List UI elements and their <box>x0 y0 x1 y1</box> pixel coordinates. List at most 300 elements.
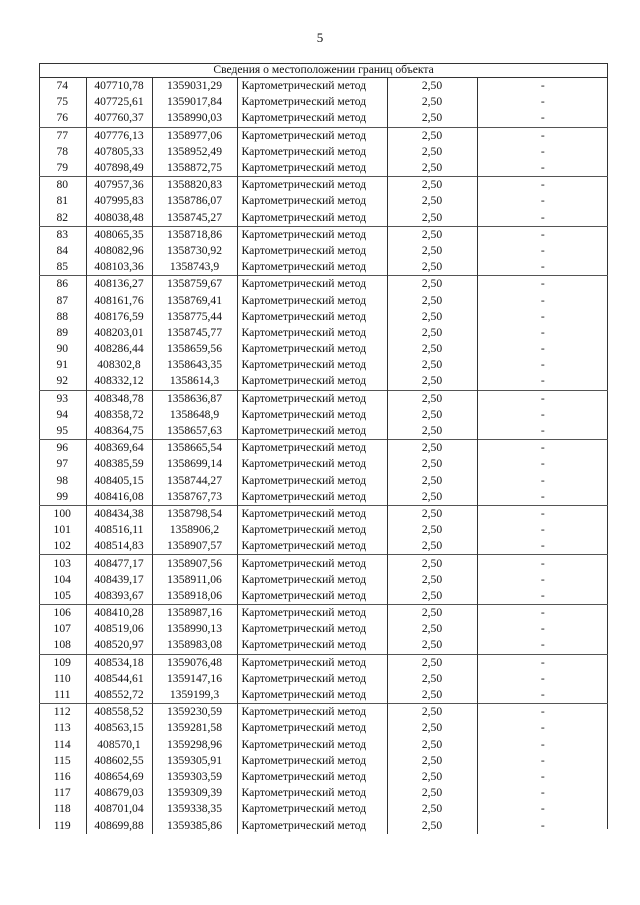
method-cell: Картометрический метод <box>237 473 387 489</box>
y-coordinate-cell: 1358657,63 <box>152 423 237 440</box>
y-coordinate-cell: 1359305,91 <box>152 753 237 769</box>
point-number-cell: 77 <box>39 127 86 144</box>
y-coordinate-cell: 1359303,59 <box>152 769 237 785</box>
y-coordinate-cell: 1359281,58 <box>152 720 237 736</box>
point-number-cell: 89 <box>56 325 69 339</box>
note-cell: - <box>477 588 608 605</box>
y-coordinate-cell: 1358743,9 <box>152 259 237 276</box>
point-number-cell: 95 <box>56 424 69 438</box>
note-cell: - <box>477 210 608 227</box>
accuracy-cell: 2,50 <box>387 423 477 440</box>
note-cell: - <box>477 193 608 209</box>
note-cell: - <box>477 737 608 753</box>
table-row <box>39 78 608 95</box>
x-coordinate-cell: 408602,55 <box>86 753 152 769</box>
table-row <box>39 538 608 555</box>
note-cell: - <box>477 78 608 95</box>
point-number-cell: 116 <box>53 769 71 783</box>
accuracy-cell: 2,50 <box>387 357 477 373</box>
point-number-cell: 87 <box>56 293 69 307</box>
x-coordinate-cell: 407898,49 <box>86 160 152 177</box>
method-cell: Картометрический метод <box>237 243 387 259</box>
table-row <box>39 637 608 654</box>
table-row <box>39 276 608 293</box>
point-number-cell: 76 <box>56 111 69 125</box>
x-coordinate-cell: 407760,37 <box>86 110 152 127</box>
note-cell: - <box>477 654 608 671</box>
method-cell: Картометрический метод <box>237 654 387 671</box>
accuracy-cell: 2,50 <box>387 753 477 769</box>
y-coordinate-cell: 1358977,06 <box>152 127 237 144</box>
y-coordinate-cell: 1358659,56 <box>152 341 237 357</box>
point-number-cell: 90 <box>56 342 69 356</box>
point-number-cell: 102 <box>53 539 71 553</box>
x-coordinate-cell: 408364,75 <box>86 423 152 440</box>
note-cell: - <box>477 785 608 801</box>
x-coordinate-cell: 408038,48 <box>86 210 152 227</box>
accuracy-cell: 2,50 <box>387 341 477 357</box>
table-row <box>39 292 608 308</box>
accuracy-cell: 2,50 <box>387 817 477 833</box>
method-cell: Картометрический метод <box>237 94 387 110</box>
accuracy-cell: 2,50 <box>387 177 477 194</box>
accuracy-cell: 2,50 <box>387 687 477 704</box>
note-cell: - <box>477 177 608 194</box>
page-number: 5 <box>316 30 324 45</box>
table-row <box>39 407 608 423</box>
accuracy-cell: 2,50 <box>387 276 477 293</box>
method-cell: Картометрический метод <box>237 440 387 457</box>
method-cell: Картометрический метод <box>237 817 387 833</box>
method-cell: Картометрический метод <box>237 769 387 785</box>
table-row <box>39 456 608 472</box>
table-row <box>39 687 608 704</box>
table-row <box>39 621 608 637</box>
table-body <box>39 78 608 834</box>
note-cell: - <box>477 423 608 440</box>
y-coordinate-cell: 1358906,2 <box>152 522 237 538</box>
note-cell: - <box>477 325 608 341</box>
accuracy-cell: 2,50 <box>387 605 477 622</box>
method-cell: Картометрический метод <box>237 720 387 736</box>
x-coordinate-cell: 408065,35 <box>86 226 152 243</box>
point-number-cell: 111 <box>53 688 71 702</box>
y-coordinate-cell: 1358745,77 <box>152 325 237 341</box>
accuracy-cell: 2,50 <box>387 373 477 390</box>
method-cell: Картометрический метод <box>237 423 387 440</box>
note-cell: - <box>477 704 608 721</box>
table-row <box>39 423 608 440</box>
y-coordinate-cell: 1359338,35 <box>152 801 237 817</box>
table-row <box>39 588 608 605</box>
accuracy-cell: 2,50 <box>387 588 477 605</box>
point-number-cell: 100 <box>39 505 86 522</box>
table-row <box>39 671 608 687</box>
x-coordinate-cell: 408161,76 <box>86 292 152 308</box>
table-row <box>39 737 608 753</box>
point-number-cell: 84 <box>56 243 69 257</box>
note-cell: - <box>477 769 608 785</box>
point-number-cell: 88 <box>56 309 69 323</box>
x-coordinate-cell: 408410,28 <box>86 605 152 622</box>
y-coordinate-cell: 1358911,06 <box>152 572 237 588</box>
method-cell: Картометрический метод <box>237 801 387 817</box>
point-number-cell: 80 <box>39 177 86 194</box>
y-coordinate-cell: 1358769,41 <box>152 292 237 308</box>
y-coordinate-cell: 1359230,59 <box>152 704 237 721</box>
method-cell: Картометрический метод <box>237 785 387 801</box>
table-row <box>39 325 608 341</box>
point-number-cell: 113 <box>53 721 71 735</box>
note-cell: - <box>477 637 608 654</box>
note-cell: - <box>477 817 608 833</box>
table-row <box>39 753 608 769</box>
note-cell: - <box>477 341 608 357</box>
method-cell: Картометрический метод <box>237 555 387 572</box>
accuracy-cell: 2,50 <box>387 325 477 341</box>
point-number-cell: 92 <box>56 374 69 388</box>
method-cell: Картометрический метод <box>237 127 387 144</box>
point-number-cell: 74 <box>56 79 69 93</box>
x-coordinate-cell: 408679,03 <box>86 785 152 801</box>
x-coordinate-cell: 408405,15 <box>86 473 152 489</box>
note-cell: - <box>477 720 608 736</box>
accuracy-cell: 2,50 <box>387 489 477 506</box>
x-coordinate-cell: 408416,08 <box>86 489 152 506</box>
method-cell: Картометрический метод <box>237 144 387 160</box>
table-row <box>39 259 608 276</box>
accuracy-cell: 2,50 <box>387 259 477 276</box>
accuracy-cell: 2,50 <box>387 473 477 489</box>
x-coordinate-cell: 408082,96 <box>86 243 152 259</box>
table-title: Сведения о местоположении границ объекта <box>39 63 608 78</box>
y-coordinate-cell: 1358907,57 <box>152 538 237 555</box>
point-number-cell: 99 <box>56 489 69 503</box>
accuracy-cell: 2,50 <box>387 210 477 227</box>
note-cell: - <box>477 522 608 538</box>
point-number-cell: 85 <box>56 260 69 274</box>
point-number-cell: 109 <box>39 654 86 671</box>
note-cell: - <box>477 801 608 817</box>
table-row <box>39 769 608 785</box>
method-cell: Картометрический метод <box>237 671 387 687</box>
note-cell: - <box>477 555 608 572</box>
table-row <box>39 127 608 144</box>
point-number-cell: 81 <box>56 194 69 208</box>
x-coordinate-cell: 408439,17 <box>86 572 152 588</box>
table-row <box>39 572 608 588</box>
point-number-cell: 108 <box>53 638 71 652</box>
method-cell: Картометрический метод <box>237 193 387 209</box>
x-coordinate-cell: 408563,15 <box>86 720 152 736</box>
y-coordinate-cell: 1359147,16 <box>152 671 237 687</box>
y-coordinate-cell: 1358775,44 <box>152 309 237 325</box>
accuracy-cell: 2,50 <box>387 654 477 671</box>
accuracy-cell: 2,50 <box>387 538 477 555</box>
point-number-cell: 96 <box>39 440 86 457</box>
y-coordinate-cell: 1359199,3 <box>152 687 237 704</box>
y-coordinate-cell: 1358990,13 <box>152 621 237 637</box>
point-number-cell: 91 <box>56 358 69 372</box>
accuracy-cell: 2,50 <box>387 505 477 522</box>
method-cell: Картометрический метод <box>237 341 387 357</box>
point-number-cell: 82 <box>56 210 69 224</box>
note-cell: - <box>477 259 608 276</box>
y-coordinate-cell: 1358759,67 <box>152 276 237 293</box>
table-row <box>39 309 608 325</box>
table-row <box>39 720 608 736</box>
y-coordinate-cell: 1358665,54 <box>152 440 237 457</box>
method-cell: Картометрический метод <box>237 588 387 605</box>
x-coordinate-cell: 408558,52 <box>86 704 152 721</box>
x-coordinate-cell: 408385,59 <box>86 456 152 472</box>
y-coordinate-cell: 1359031,29 <box>152 78 237 95</box>
table-row <box>39 605 608 622</box>
note-cell: - <box>477 226 608 243</box>
x-coordinate-cell: 408552,72 <box>86 687 152 704</box>
x-coordinate-cell: 408534,18 <box>86 654 152 671</box>
point-number-cell: 105 <box>53 588 71 602</box>
method-cell: Картометрический метод <box>237 522 387 538</box>
y-coordinate-cell: 1358718,86 <box>152 226 237 243</box>
accuracy-cell: 2,50 <box>387 407 477 423</box>
table-row <box>39 801 608 817</box>
table-row <box>39 144 608 160</box>
method-cell: Картометрический метод <box>237 407 387 423</box>
note-cell: - <box>477 373 608 390</box>
table-row <box>39 555 608 572</box>
y-coordinate-cell: 1358767,73 <box>152 489 237 506</box>
accuracy-cell: 2,50 <box>387 801 477 817</box>
x-coordinate-cell: 408520,97 <box>86 637 152 654</box>
accuracy-cell: 2,50 <box>387 160 477 177</box>
y-coordinate-cell: 1358820,83 <box>152 177 237 194</box>
point-number-cell: 119 <box>53 818 71 832</box>
x-coordinate-cell: 408103,36 <box>86 259 152 276</box>
accuracy-cell: 2,50 <box>387 243 477 259</box>
y-coordinate-cell: 1358614,3 <box>152 373 237 390</box>
point-number-cell: 114 <box>53 737 71 751</box>
method-cell: Картометрический метод <box>237 390 387 407</box>
note-cell: - <box>477 473 608 489</box>
y-coordinate-cell: 1358798,54 <box>152 505 237 522</box>
table-row <box>39 390 608 407</box>
note-cell: - <box>477 390 608 407</box>
note-cell: - <box>477 456 608 472</box>
point-number-cell: 103 <box>39 555 86 572</box>
x-coordinate-cell: 408358,72 <box>86 407 152 423</box>
y-coordinate-cell: 1359309,39 <box>152 785 237 801</box>
y-coordinate-cell: 1358745,27 <box>152 210 237 227</box>
point-number-cell: 75 <box>56 95 69 109</box>
y-coordinate-cell: 1358952,49 <box>152 144 237 160</box>
accuracy-cell: 2,50 <box>387 144 477 160</box>
y-coordinate-cell: 1358987,16 <box>152 605 237 622</box>
x-coordinate-cell: 408203,01 <box>86 325 152 341</box>
x-coordinate-cell: 408348,78 <box>86 390 152 407</box>
point-number-cell: 117 <box>53 786 71 800</box>
accuracy-cell: 2,50 <box>387 637 477 654</box>
note-cell: - <box>477 110 608 127</box>
note-cell: - <box>477 309 608 325</box>
table-row <box>39 704 608 721</box>
y-coordinate-cell: 1359298,96 <box>152 737 237 753</box>
method-cell: Картометрический метод <box>237 538 387 555</box>
y-coordinate-cell: 1359385,86 <box>152 817 237 833</box>
x-coordinate-cell: 408544,61 <box>86 671 152 687</box>
accuracy-cell: 2,50 <box>387 621 477 637</box>
x-coordinate-cell: 408393,67 <box>86 588 152 605</box>
accuracy-cell: 2,50 <box>387 456 477 472</box>
accuracy-cell: 2,50 <box>387 390 477 407</box>
method-cell: Картометрический метод <box>237 572 387 588</box>
x-coordinate-cell: 408434,38 <box>86 505 152 522</box>
table-row <box>39 341 608 357</box>
point-number-cell: 98 <box>56 473 69 487</box>
method-cell: Картометрический метод <box>237 456 387 472</box>
table-row <box>39 160 608 177</box>
x-coordinate-cell: 408286,44 <box>86 341 152 357</box>
accuracy-cell: 2,50 <box>387 522 477 538</box>
x-coordinate-cell: 408514,83 <box>86 538 152 555</box>
point-number-cell: 106 <box>39 605 86 622</box>
method-cell: Картометрический метод <box>237 210 387 227</box>
y-coordinate-cell: 1358648,9 <box>152 407 237 423</box>
note-cell: - <box>477 753 608 769</box>
point-number-cell: 78 <box>56 144 69 158</box>
accuracy-cell: 2,50 <box>387 110 477 127</box>
note-cell: - <box>477 127 608 144</box>
y-coordinate-cell: 1358636,87 <box>152 390 237 407</box>
point-number-cell: 115 <box>53 753 71 767</box>
y-coordinate-cell: 1358983,08 <box>152 637 237 654</box>
accuracy-cell: 2,50 <box>387 127 477 144</box>
table-row <box>39 522 608 538</box>
note-cell: - <box>477 243 608 259</box>
y-coordinate-cell: 1358786,07 <box>152 193 237 209</box>
x-coordinate-cell: 407776,13 <box>86 127 152 144</box>
note-cell: - <box>477 505 608 522</box>
accuracy-cell: 2,50 <box>387 555 477 572</box>
point-number-cell: 110 <box>53 671 71 685</box>
table-row <box>39 785 608 801</box>
x-coordinate-cell: 407710,78 <box>86 78 152 95</box>
point-number-cell: 86 <box>39 276 86 293</box>
table-row <box>39 654 608 671</box>
table-row <box>39 440 608 457</box>
accuracy-cell: 2,50 <box>387 720 477 736</box>
accuracy-cell: 2,50 <box>387 94 477 110</box>
note-cell: - <box>477 144 608 160</box>
table-row <box>39 110 608 127</box>
method-cell: Картометрический метод <box>237 605 387 622</box>
method-cell: Картометрический метод <box>237 259 387 276</box>
method-cell: Картометрический метод <box>237 160 387 177</box>
accuracy-cell: 2,50 <box>387 785 477 801</box>
table-row <box>39 210 608 227</box>
accuracy-cell: 2,50 <box>387 78 477 95</box>
y-coordinate-cell: 1358990,03 <box>152 110 237 127</box>
accuracy-cell: 2,50 <box>387 671 477 687</box>
method-cell: Картометрический метод <box>237 357 387 373</box>
point-number-cell: 104 <box>53 572 71 586</box>
note-cell: - <box>477 357 608 373</box>
method-cell: Картометрический метод <box>237 505 387 522</box>
note-cell: - <box>477 538 608 555</box>
note-cell: - <box>477 407 608 423</box>
x-coordinate-cell: 408570,1 <box>86 737 152 753</box>
method-cell: Картометрический метод <box>237 637 387 654</box>
y-coordinate-cell: 1358907,56 <box>152 555 237 572</box>
method-cell: Картометрический метод <box>237 704 387 721</box>
note-cell: - <box>477 276 608 293</box>
accuracy-cell: 2,50 <box>387 572 477 588</box>
note-cell: - <box>477 687 608 704</box>
table-row <box>39 473 608 489</box>
note-cell: - <box>477 605 608 622</box>
point-number-cell: 118 <box>53 802 71 816</box>
x-coordinate-cell: 408477,17 <box>86 555 152 572</box>
x-coordinate-cell: 408699,88 <box>86 817 152 833</box>
method-cell: Картометрический метод <box>237 276 387 293</box>
accuracy-cell: 2,50 <box>387 440 477 457</box>
method-cell: Картометрический метод <box>237 489 387 506</box>
note-cell: - <box>477 572 608 588</box>
point-number-cell: 94 <box>56 407 69 421</box>
method-cell: Картометрический метод <box>237 325 387 341</box>
method-cell: Картометрический метод <box>237 687 387 704</box>
note-cell: - <box>477 440 608 457</box>
method-cell: Картометрический метод <box>237 110 387 127</box>
x-coordinate-cell: 408519,06 <box>86 621 152 637</box>
table-row <box>39 94 608 110</box>
x-coordinate-cell: 408302,8 <box>86 357 152 373</box>
table-row <box>39 817 608 833</box>
table-row <box>39 243 608 259</box>
x-coordinate-cell: 407957,36 <box>86 177 152 194</box>
table-row <box>39 177 608 194</box>
accuracy-cell: 2,50 <box>387 309 477 325</box>
y-coordinate-cell: 1359076,48 <box>152 654 237 671</box>
point-number-cell: 83 <box>39 226 86 243</box>
x-coordinate-cell: 408136,27 <box>86 276 152 293</box>
method-cell: Картометрический метод <box>237 373 387 390</box>
point-number-cell: 112 <box>39 704 86 721</box>
accuracy-cell: 2,50 <box>387 226 477 243</box>
note-cell: - <box>477 292 608 308</box>
method-cell: Картометрический метод <box>237 177 387 194</box>
note-cell: - <box>477 489 608 506</box>
table-row <box>39 193 608 209</box>
x-coordinate-cell: 408654,69 <box>86 769 152 785</box>
method-cell: Картометрический метод <box>237 78 387 95</box>
y-coordinate-cell: 1358699,14 <box>152 456 237 472</box>
method-cell: Картометрический метод <box>237 621 387 637</box>
x-coordinate-cell: 408332,12 <box>86 373 152 390</box>
table-row <box>39 226 608 243</box>
x-coordinate-cell: 407805,33 <box>86 144 152 160</box>
x-coordinate-cell: 408701,04 <box>86 801 152 817</box>
boundary-coordinates-table <box>39 63 608 834</box>
accuracy-cell: 2,50 <box>387 737 477 753</box>
accuracy-cell: 2,50 <box>387 769 477 785</box>
y-coordinate-cell: 1358730,92 <box>152 243 237 259</box>
y-coordinate-cell: 1358872,75 <box>152 160 237 177</box>
table-row <box>39 357 608 373</box>
table-row <box>39 505 608 522</box>
method-cell: Картометрический метод <box>237 292 387 308</box>
method-cell: Картометрический метод <box>237 737 387 753</box>
